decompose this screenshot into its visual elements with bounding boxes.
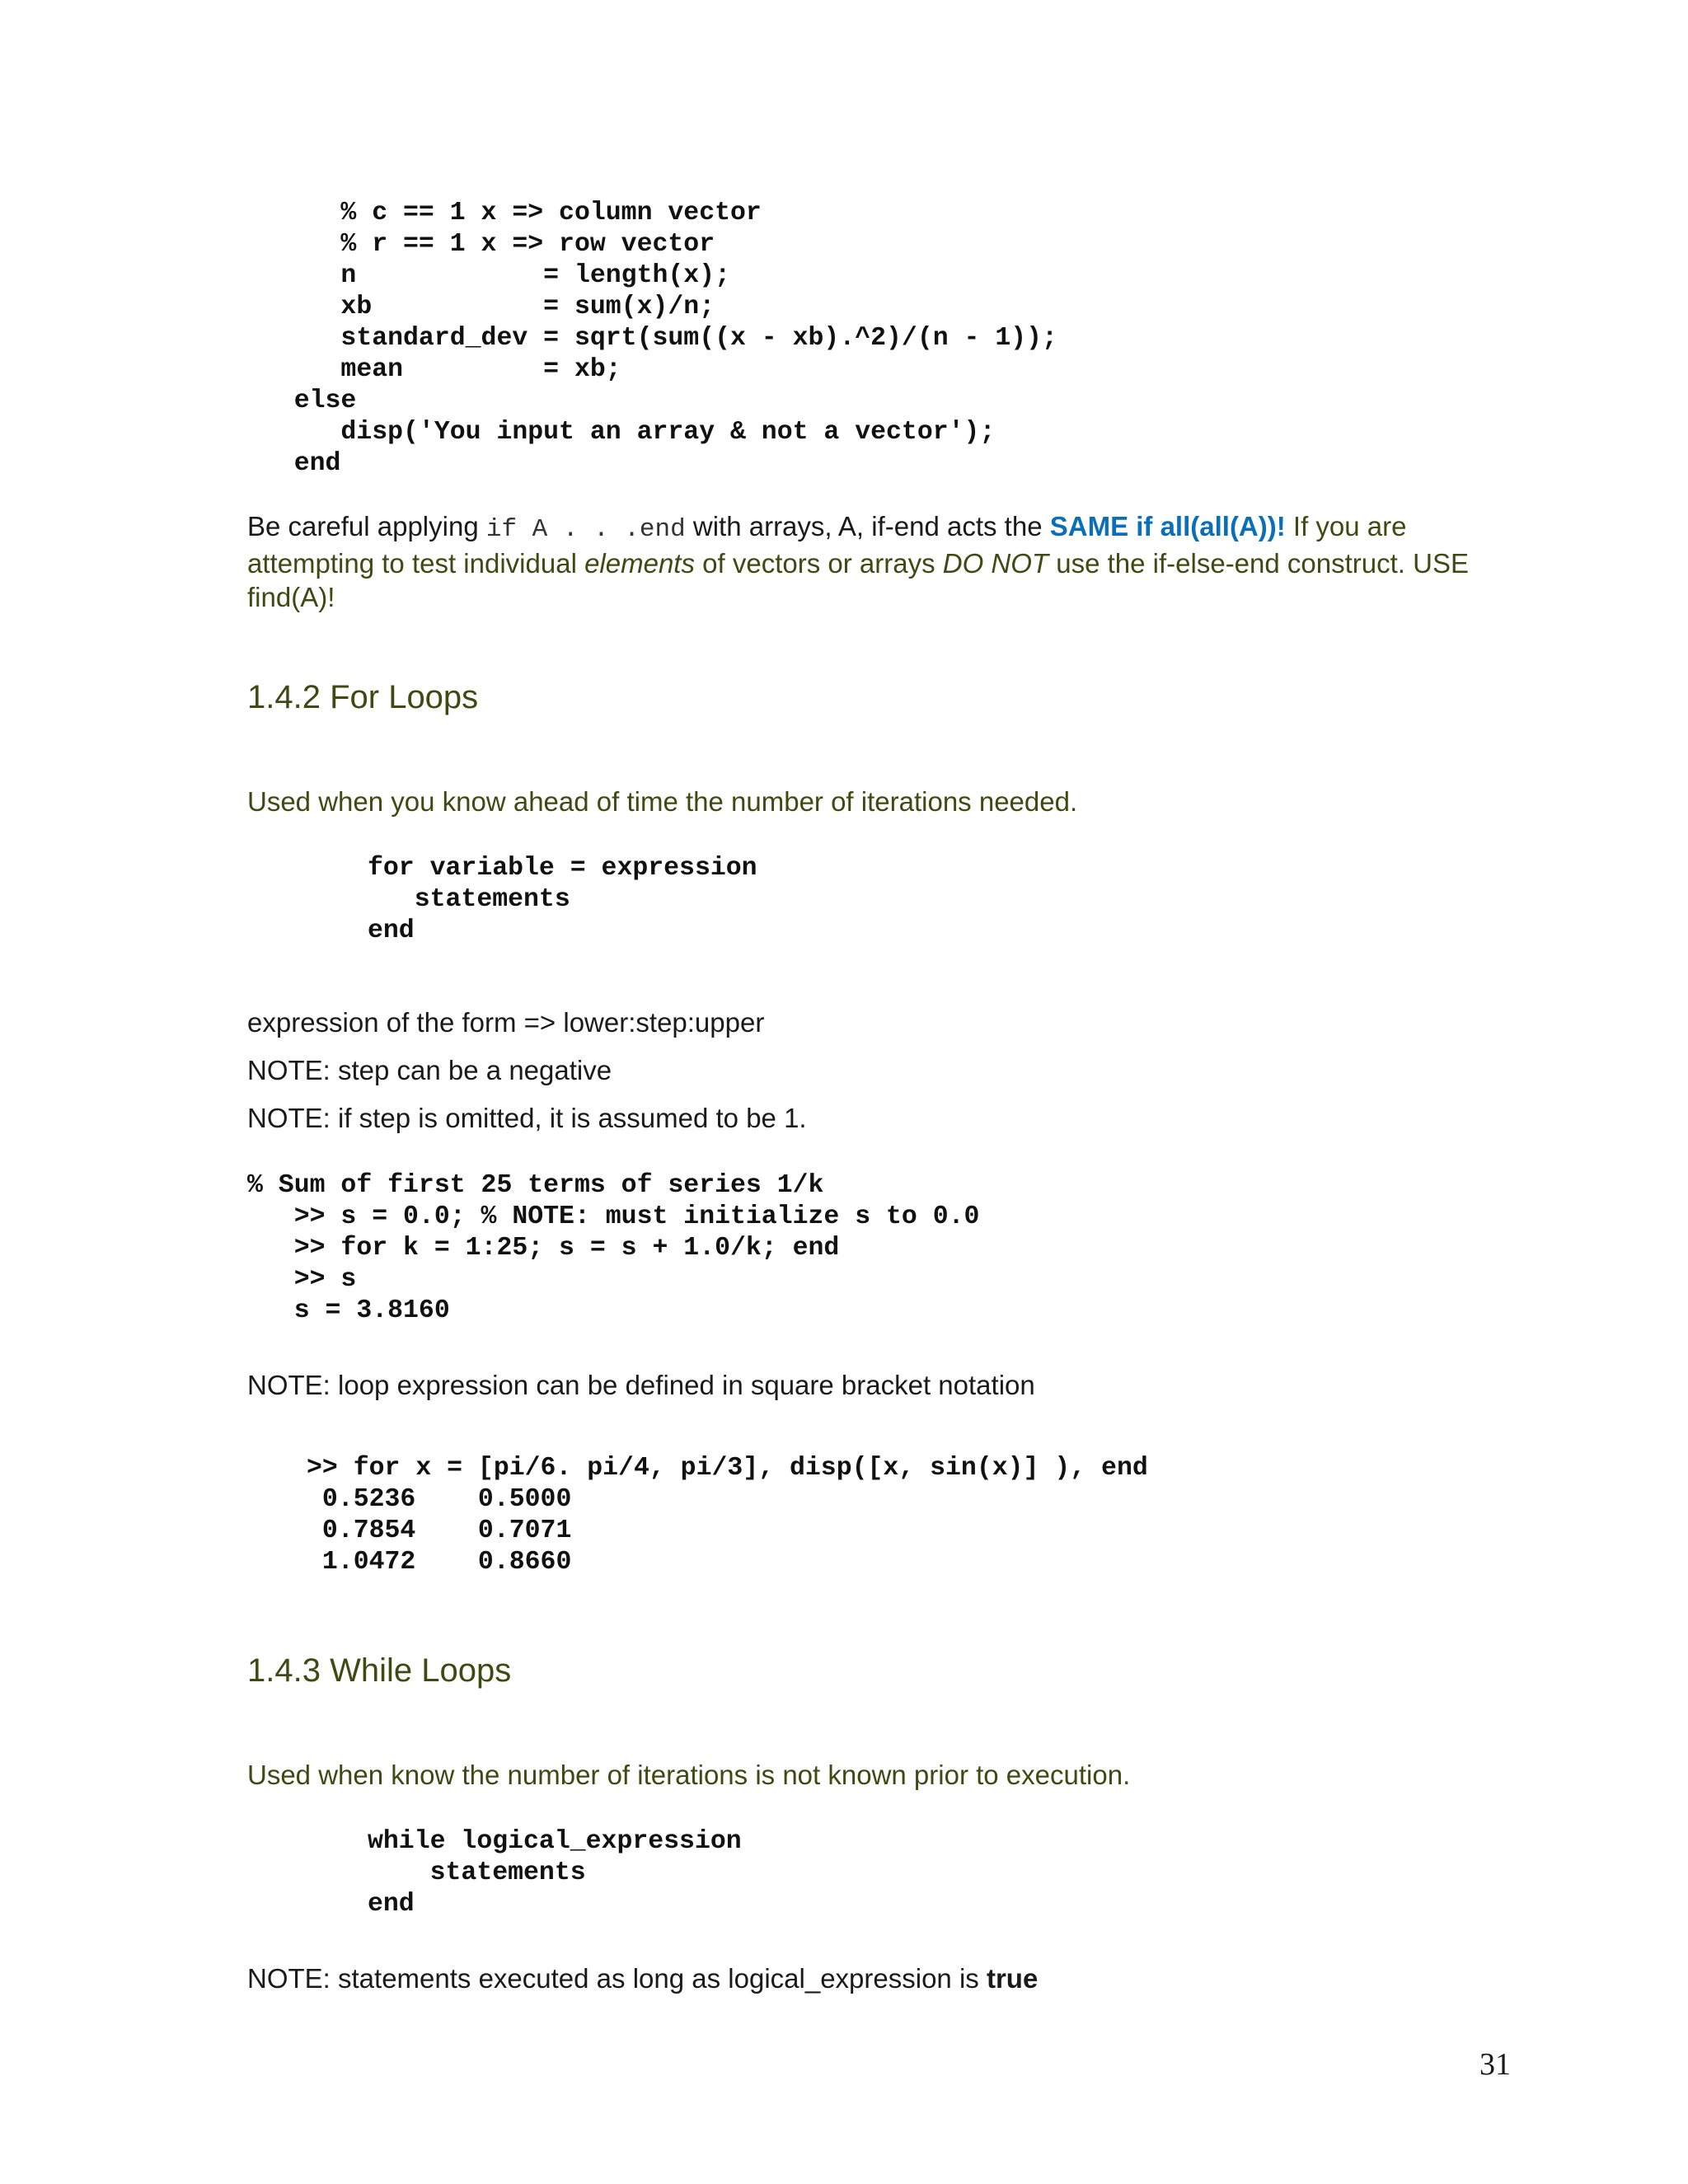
- italic-text: elements: [584, 548, 695, 579]
- code-line: else: [247, 387, 357, 415]
- code-line: >> for x = [pi/6. pi/4, pi/3], disp([x, sin(x)] ), end: [307, 1454, 1148, 1483]
- code-line: % Sum of first 25 terms of series 1/k: [247, 1171, 824, 1200]
- code-block-sum-example: [247, 1170, 979, 1327]
- code-line: 0.7854 0.7071: [307, 1516, 572, 1545]
- code-block-while-syntax: [368, 1826, 742, 1920]
- inline-code: if A . . .end: [485, 515, 686, 544]
- code-line: % r == 1 x => row vector: [247, 230, 715, 259]
- while-intro-text: Used when know the number of iterations is not known prior to execution.: [247, 1760, 1131, 1790]
- note-negative-step: NOTE: step can be a negative: [247, 1055, 612, 1085]
- note-bracket-notation: NOTE: loop expression can be defined in square bracket notation: [247, 1370, 1035, 1400]
- code-line: xb = sum(x)/n;: [247, 293, 715, 321]
- code-line: mean = xb;: [247, 355, 621, 384]
- caution-text: If you are attempting to test individual: [247, 511, 1407, 579]
- code-line: >> for k = 1:25; s = s + 1.0/k; end: [247, 1234, 840, 1263]
- code-line: s = 3.8160: [247, 1296, 450, 1325]
- code-line: end: [368, 1890, 415, 1919]
- caution-text: with arrays, A, if-end acts the: [685, 511, 1050, 541]
- for-intro-text: Used when you know ahead of time the number of iterations needed.: [247, 786, 1078, 817]
- italic-text: DO NOT: [942, 548, 1049, 579]
- caution-text: use the if-else-end construct. USE find(A)!: [247, 548, 1469, 612]
- code-block-stats: [247, 198, 1057, 480]
- code-line: statements: [368, 1858, 586, 1887]
- caution-paragraph: [247, 509, 1517, 614]
- page-number: 31: [1479, 2047, 1511, 2082]
- code-line: end: [368, 916, 415, 945]
- code-line: >> s: [247, 1265, 357, 1294]
- note-expression-form: expression of the form => lower:step:upper: [247, 1007, 765, 1038]
- section-heading-while-loops: 1.4.3 While Loops: [247, 1652, 512, 1689]
- code-line: 0.5236 0.5000: [307, 1485, 572, 1514]
- code-line: n = length(x);: [247, 261, 730, 290]
- code-line: standard_dev = sqrt(sum((x - xb).^2)/(n - 1));: [247, 324, 1057, 353]
- code-line: 1.0472 0.8660: [307, 1548, 572, 1577]
- code-line: for variable = expression: [368, 854, 757, 883]
- code-line: % c == 1 x => column vector: [247, 199, 762, 227]
- code-line: disp('You input an array & not a vector');: [247, 418, 996, 447]
- caution-text: Be careful applying: [247, 511, 486, 541]
- caution-text: of vectors or arrays: [694, 548, 943, 579]
- code-line: statements: [368, 885, 570, 914]
- note-text: NOTE: statements executed as long as logical_expression is: [247, 1963, 987, 1994]
- note-while-condition: [247, 1963, 1038, 1994]
- code-line: end: [247, 449, 341, 478]
- bold-text: true: [986, 1963, 1039, 1994]
- code-line: while logical_expression: [368, 1827, 742, 1856]
- code-block-for-syntax: [368, 853, 757, 947]
- section-heading-for-loops: 1.4.2 For Loops: [247, 679, 479, 715]
- code-line: >> s = 0.0; % NOTE: must initialize s to 0.0: [247, 1202, 980, 1231]
- emphasis-text: SAME if all(all(A))!: [1049, 511, 1286, 541]
- note-step-omitted: NOTE: if step is omitted, it is assumed to be 1.: [247, 1103, 807, 1133]
- code-block-bracket-example: [307, 1453, 1148, 1578]
